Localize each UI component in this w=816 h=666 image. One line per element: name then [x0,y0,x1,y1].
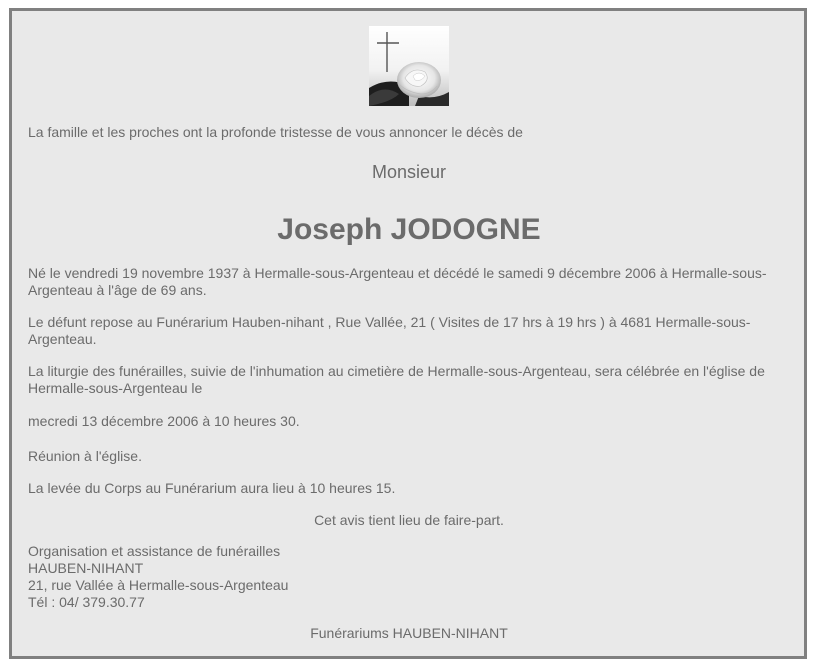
ceremony-date: mecredi 13 décembre 2006 à 10 heures 30. [28,413,300,429]
organizer-line: Organisation et assistance de funérailles [28,543,281,559]
organizer-phone: Tél : 04/ 379.30.77 [28,594,145,610]
organizer-address: 21, rue Vallée à Hermalle-sous-Argenteau [28,577,289,593]
obituary-card [9,8,807,659]
liturgy-text: La liturgie des funérailles, suivie de l'inhumation au cimetière de Hermalle-sous-Argenteau, sera célébrée en l'église de Hermalle-sous-Argenteau le [28,363,765,396]
levee-text: La levée du Corps au Funérarium aura lieu à 10 heures 15. [28,480,396,496]
deceased-name: Joseph JODOGNE [277,213,541,246]
honorific-title: Monsieur [371,162,447,182]
rest-text: Le défunt repose au Funérarium Hauben-nihant , Rue Vallée, 21 ( Visites de 17 hrs à 19 hrs ) à 4681 Hermalle-sous-Argenteau. [28,314,751,347]
organizer-name: HAUBEN-NIHANT [28,560,144,576]
meeting-text: Réunion à l'église. [28,448,142,464]
faire-part-text: Cet avis tient lieu de faire-part. [314,512,504,528]
cross-rose-icon [369,26,449,106]
organizer-block [28,543,788,611]
footer-signature: Funérariums HAUBEN-NIHANT [310,625,508,641]
birth-death-text: Né le vendredi 19 novembre 1937 à Hermalle-sous-Argenteau et décédé le samedi 9 décembre 2006 à Hermalle-sous-Argenteau à l'âge de 69 ans. [28,265,767,298]
intro-text: La famille et les proches ont la profonde tristesse de vous annoncer le décès de [28,124,523,140]
